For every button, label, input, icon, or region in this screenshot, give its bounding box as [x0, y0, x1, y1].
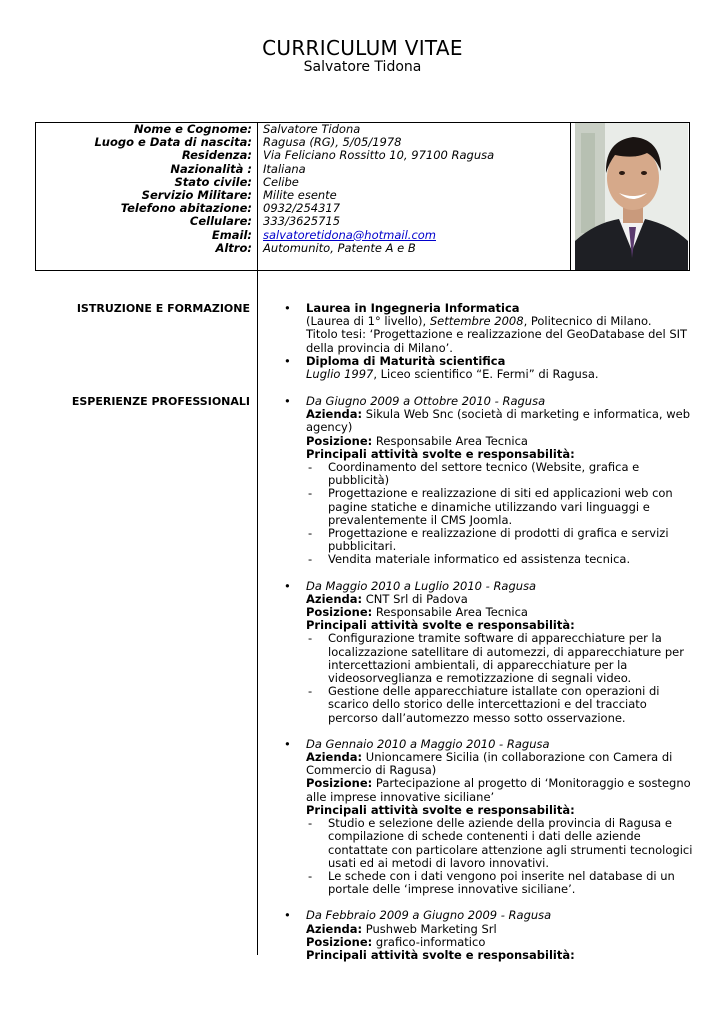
- task-list: [306, 817, 694, 896]
- label-row: Residenza:: [181, 148, 252, 163]
- experience-company: Unioncamere Sicilia (in collaborazione con Camera di Commercio di Ragusa): [306, 750, 673, 778]
- label-row: Nome e Cognome:: [133, 122, 252, 136]
- experience-position: Partecipazione al progetto di ‘Monitoraggio e sostegno alle imprese innovative siciliane’: [306, 776, 691, 804]
- profile-photo: [575, 123, 688, 270]
- experience-tasks-heading: Principali attività svolte e responsabilità:: [306, 446, 575, 461]
- column-divider: [257, 122, 258, 271]
- experience-tasks-heading: Principali attività svolte e responsabilità:: [306, 618, 575, 633]
- experience-position: Responsabile Area Tecnica: [372, 433, 528, 448]
- experience-position: grafico-informatico: [372, 934, 486, 949]
- bullet-icon: •: [284, 578, 291, 593]
- value-phone: 0932/254317: [263, 201, 341, 216]
- label-row: Nazionalità :: [170, 161, 252, 176]
- bullet-icon: •: [284, 353, 291, 368]
- label-row: Altro:: [215, 240, 252, 255]
- value-mobile: 333/3625715: [263, 214, 341, 229]
- email-link[interactable]: salvatoretidona@hotmail.com: [263, 227, 436, 242]
- personal-values: [263, 123, 563, 255]
- task-item: - Coordinamento del settore tecnico (Website, grafica e pubblicità): [308, 460, 640, 488]
- experience-list: [284, 395, 694, 962]
- value-other: Automunito, Patente A e B: [263, 240, 416, 255]
- bullet-icon: •: [284, 736, 291, 751]
- label-row: Servizio Militare:: [141, 188, 252, 203]
- task-item: - Vendita materiale informatico ed assistenza tecnica.: [308, 552, 631, 567]
- value-civil-status: Celibe: [263, 174, 299, 189]
- task-item: - Configurazione tramite software di apparecchiature per la localizzazione satellitare di automezzi, di apparecchiature per intercettazioni ambientali, di apparecchiature per la videosorveglianza e remotizzazione di segnali video.: [308, 631, 684, 686]
- experience-period: Da Febbraio 2009 a Giugno 2009 - Ragusa: [306, 908, 552, 923]
- value-military: Milite esente: [263, 188, 337, 203]
- experience-item: • Da Febbraio 2009 a Giugno 2009 - Ragusa Azienda: Pushweb Marketing Srl Posizione: grafico-informatico Principali attività svolte e responsabilità:: [284, 909, 694, 962]
- task-item: - Studio e selezione delle aziende della provincia di Ragusa e compilazione di schede contenenti i dati delle aziende contattate con particolare attenzione agli strumenti tecnologici usati ed ai metodi di lavoro innovativi.: [308, 816, 693, 870]
- document-title: CURRICULUM VITAE: [262, 36, 463, 60]
- value-residence: Via Feliciano Rossitto 10, 97100 Ragusa: [263, 148, 495, 163]
- section-divider: [257, 271, 258, 955]
- experience-item: • Da Maggio 2010 a Luglio 2010 - Ragusa Azienda: CNT Srl di Padova Posizione: Responsabile Area Tecnica Principali attività svolte e responsabilità: - Configurazione tramite software di apparecchiature per la localizzazione satellitare di automezzi, di apparecchiature per intercettazioni ambientali, di apparecchiature per la videosorveglianza e remotizzazione di segnali video. - Gestione delle apparecchiature istallate con operazioni di scarico dello storico delle intercettazioni e del tracciato percorso dall’automezzo messo sotto osservazione.: [284, 580, 694, 725]
- education-thesis: Titolo tesi: ‘Progettazione e realizzazione del GeoDatabase del SIT della provincia di Milano’.: [306, 327, 688, 355]
- experience-company: Pushweb Marketing Srl: [362, 921, 497, 936]
- experience-period: Da Giugno 2009 a Ottobre 2010 - Ragusa: [306, 394, 546, 408]
- experience-period: Da Maggio 2010 a Luglio 2010 - Ragusa: [306, 578, 537, 593]
- education-list: [284, 302, 694, 381]
- experience-tasks-heading: Principali attività svolte e responsabilità:: [306, 947, 575, 962]
- experience-period: Da Gennaio 2010 a Maggio 2010 - Ragusa: [306, 736, 550, 751]
- experience-tasks-heading: Principali attività svolte e responsabilità:: [306, 802, 575, 817]
- label-row: Email:: [211, 227, 252, 242]
- education-title: Laurea in Ingegneria Informatica: [306, 301, 520, 315]
- bullet-icon: •: [284, 394, 291, 408]
- task-item: - Le schede con i dati vengono poi inserite nel database di un portale delle ‘imprese innovative siciliane’.: [308, 868, 675, 897]
- label-row: Stato civile:: [174, 174, 252, 189]
- experience-position: Responsabile Area Tecnica: [372, 605, 528, 620]
- document-subtitle: Salvatore Tidona: [303, 59, 422, 75]
- task-item: - Progettazione e realizzazione di siti ed applicazioni web con pagine statiche e dinamiche utilizzando vari linguaggi e prevalentemente il CMS Joomla.: [308, 486, 673, 527]
- label-row: Telefono abitazione:: [120, 201, 252, 216]
- task-list: [306, 461, 694, 567]
- photo-divider: [570, 122, 571, 271]
- bullet-icon: •: [284, 301, 291, 315]
- value-birth: Ragusa (RG), 5/05/1978: [263, 135, 402, 150]
- task-item: - Progettazione e realizzazione di prodotti di grafica e servizi pubblicitari.: [308, 526, 669, 554]
- personal-labels: [40, 123, 252, 255]
- education-item: • Diploma di Maturità scientifica Luglio 1997, Liceo scientifico “E. Fermi” di Ragusa.: [284, 355, 694, 381]
- label-row: Luogo e Data di nascita:: [94, 135, 252, 150]
- experience-item: • Da Gennaio 2010 a Maggio 2010 - Ragusa Azienda: Unioncamere Sicilia (in collaborazione con Camera di Commercio di Ragusa) Posizione: Partecipazione al progetto di ‘Monitoraggio e sostegno alle imprese innovative siciliane’ Principali attività svolte e responsabilità: - Studio e selezione delle aziende della provincia di Ragusa e compilazione di schede contenenti i dati delle aziende contattate con particolare attenzione agli strumenti tecnologici usati ed ai metodi di lavoro innovativi. - Le schede con i dati vengono poi inserite nel database di un portale delle ‘imprese innovative siciliane’.: [284, 736, 693, 897]
- task-item: - Gestione delle apparecchiature istallate con operazioni di scarico dello storico delle intercettazioni e del tracciato percorso dall’automezzo messo sotto osservazione.: [308, 684, 660, 725]
- portrait-image: [575, 123, 688, 270]
- experience-company: CNT Srl di Padova: [362, 591, 468, 606]
- education-title: Diploma di Maturità scientifica: [306, 353, 506, 368]
- value-name: Salvatore Tidona: [263, 122, 361, 136]
- task-list: [306, 632, 694, 724]
- label-row: Cellulare:: [189, 214, 252, 229]
- value-nationality: Italiana: [263, 161, 306, 176]
- education-item: • Laurea in Ingegneria Informatica (Laurea di 1° livello), Settembre 2008, Politecnico di Milano. Titolo tesi: ‘Progettazione e realizzazione del GeoDatabase del SIT della provincia di Milano’.: [284, 302, 694, 355]
- section-label-experience: ESPERIENZE PROFESSIONALI: [71, 395, 250, 408]
- experience-item: • Da Giugno 2009 a Ottobre 2010 - Ragusa Azienda: Sikula Web Snc (società di marketing e informatica, web agency) Posizione: Responsabile Area Tecnica Principali attività svolte e responsabilità: - Coordinamento del settore tecnico (Website, grafica e pubblicità) - Progettazione e realizzazione di siti ed applicazioni web con pagine statiche e dinamiche utilizzando vari linguaggi e prevalentemente il CMS Joomla. - Progettazione e realizzazione di prodotti di grafica e servizi pubblicitari. - Vendita materiale informatico ed assistenza tecnica.: [284, 395, 694, 567]
- experience-company: Sikula Web Snc (società di marketing e informatica, web agency): [306, 407, 691, 435]
- section-label-education: ISTRUZIONE E FORMAZIONE: [76, 302, 250, 315]
- bullet-icon: •: [284, 908, 291, 923]
